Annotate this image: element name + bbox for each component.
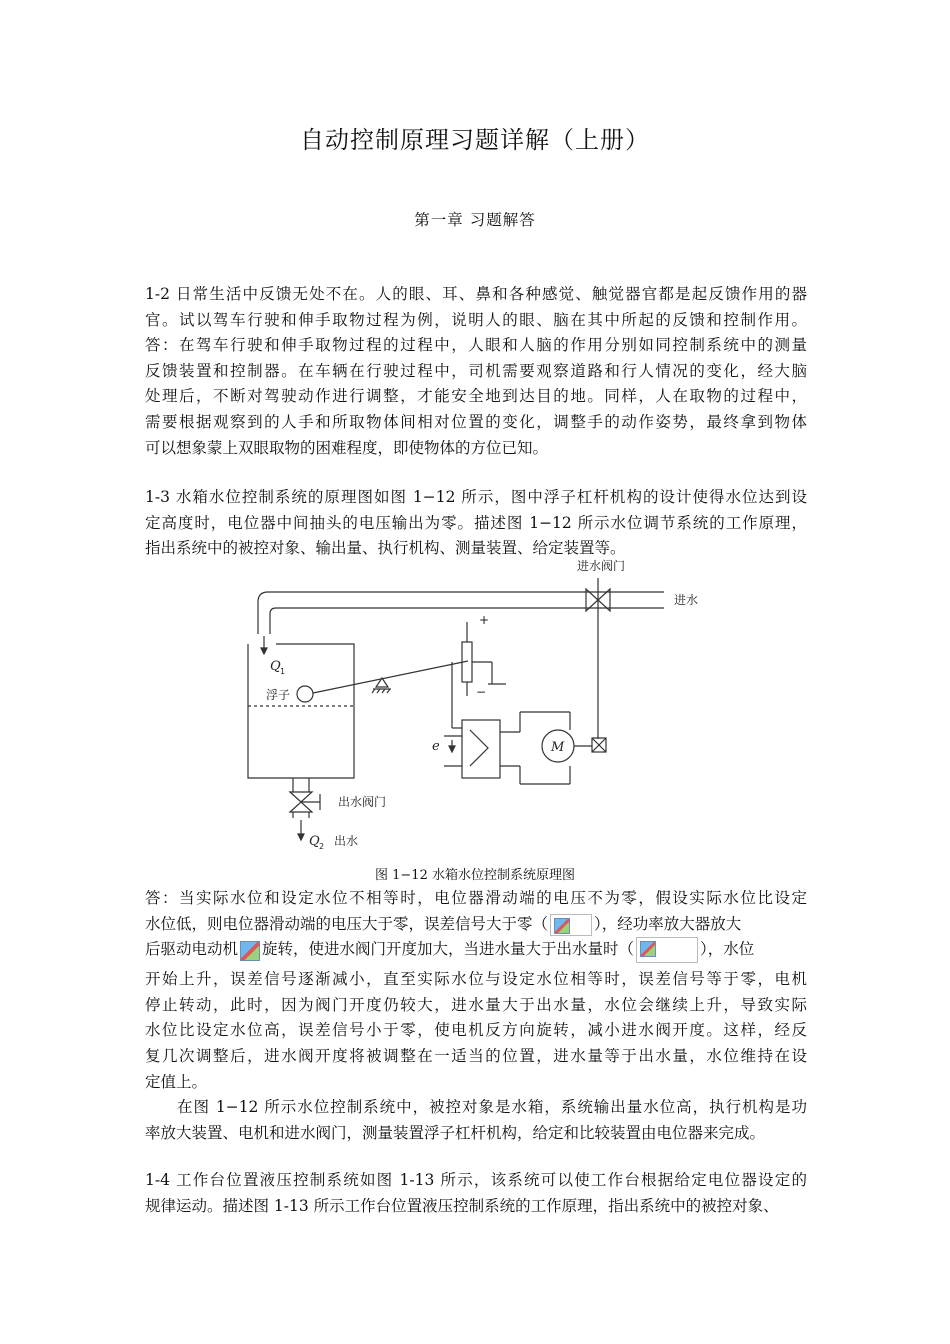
amplifier-box bbox=[462, 720, 500, 778]
q2-subscript: 2 bbox=[319, 842, 325, 851]
text-line: 可以想象蒙上双眼取物的困难程度，即使物体的方位已知。 bbox=[145, 438, 549, 457]
text-line: 反馈装置和控制器。在车辆在行驶过程中，司机需要观察道路和行人情况的变化，经大脑 bbox=[145, 361, 807, 380]
float-ball bbox=[297, 686, 313, 702]
q2-label: Q bbox=[309, 834, 320, 849]
outflow-label: 出水 bbox=[334, 834, 359, 848]
text-line: 1-2 日常生活中反馈无处不在。人的眼、耳、鼻和各种感觉、触觉器官都是起反馈作用的器 bbox=[145, 285, 807, 303]
q1-subscript: 1 bbox=[280, 667, 286, 676]
text-segment: 后驱动电动机 bbox=[145, 940, 239, 959]
text-segment: ），经功率放大器放大 bbox=[594, 914, 742, 933]
text-line: 1-3 水箱水位控制系统的原理图如图 1−12 所示，图中浮子杠杆机构的设计使得水位达到设 bbox=[145, 488, 807, 506]
text-line: 官。试以驾车行驶和伸手取物过程为例，说明人的眼、脑在其中所起的反馈和控制作用。 bbox=[145, 310, 807, 329]
q1-label: Q bbox=[270, 659, 281, 674]
text-line: 停止转动，此时，因为阀门开度仍较大，进水量大于出水量，水位会继续上升，导致实际 bbox=[145, 995, 807, 1014]
text-line: 1-4 工作台位置液压控制系统如图 1-13 所示，该系统可以使工作台根据给定电位器设定的 bbox=[145, 1171, 807, 1189]
water-tank-schematic bbox=[230, 556, 730, 856]
inlet-valve-label: 进水阀门 bbox=[577, 559, 626, 573]
text-line: 规律运动。描述图 1-13 所示工作台位置液压控制系统的工作原理，指出系统中的被控对象、 bbox=[145, 1196, 779, 1215]
text-line: 定值上。 bbox=[145, 1072, 208, 1091]
text-line: 指出系统中的被控对象、输出量、执行机构、测量装置、给定装置等。 bbox=[145, 539, 626, 558]
text-segment: 水位低，则电位器滑动端的电压大于零，误差信号大于零（ bbox=[145, 914, 549, 933]
broken-image-icon bbox=[636, 937, 698, 963]
figure-1-12-diagram bbox=[230, 556, 730, 856]
document-title: 自动控制原理习题详解（上册） bbox=[300, 126, 650, 154]
text-segment: ），水位 bbox=[700, 940, 755, 959]
text-line: 需要根据观察到的人手和所取物体间相对位置的变化，调整手的动作姿势，最终拿到物体 bbox=[145, 412, 807, 431]
inflow-label: 进水 bbox=[674, 593, 699, 607]
minus-label: − bbox=[476, 685, 487, 699]
text-line bbox=[145, 912, 807, 938]
question-1-3 bbox=[145, 485, 807, 562]
text-segment: 旋转，使进水阀门开度加大，当进水量大于出水量时（ bbox=[262, 940, 635, 959]
broken-image-icon bbox=[550, 914, 592, 936]
text-line: 在图 1−12 所示水位控制系统中，被控对象是水箱，系统输出量水位高，执行机构是功 bbox=[177, 1098, 807, 1117]
float-lever bbox=[313, 661, 468, 693]
motor-label: M bbox=[551, 740, 565, 755]
text-line: 复几次调整后，进水阀开度将被调整在一适当的位置，进水量等于出水量，水位维持在设 bbox=[145, 1046, 807, 1065]
text-line bbox=[145, 937, 807, 967]
chapter-heading: 第一章 习题解答 bbox=[414, 211, 536, 229]
text-line: 处理后，不断对驾驶动作进行调整，才能安全地到达目的地。同样，人在取物的过程中， bbox=[145, 387, 807, 406]
text-line: 答：当实际水位和设定水位不相等时，电位器滑动端的电压不为零，假设实际水位比设定 bbox=[145, 889, 807, 907]
text-line: 水位比设定水位高，误差信号小于零，使电机反方向旋转，减小进水阀开度。这样，经反 bbox=[145, 1021, 807, 1040]
text-line: 率放大装置、电机和进水阀门，测量装置浮子杠杆机构，给定和比较装置由电位器来完成。 bbox=[145, 1123, 766, 1142]
text-line: 开始上升，误差信号逐渐减小，直至实际水位与设定水位相等时，误差信号等于零，电机 bbox=[145, 970, 807, 989]
plus-label: + bbox=[479, 613, 490, 627]
error-label: e bbox=[432, 739, 440, 754]
figure-caption: 图 1−12 水箱水位控制系统原理图 bbox=[375, 868, 575, 883]
text-line: 答：在驾车行驶和伸手取物过程的过程中，人眼和人脑的作用分别如同控制系统中的测量 bbox=[145, 336, 807, 355]
question-1-4 bbox=[145, 1168, 807, 1219]
question-1-2 bbox=[145, 282, 807, 461]
float-label: 浮子 bbox=[266, 688, 291, 702]
text-line: 定高度时，电位器中间抽头的电压输出为零。描述图 1−12 所示水位调节系统的工作原理， bbox=[145, 513, 807, 532]
tank-wall bbox=[248, 644, 354, 778]
inlet-pipe-outer bbox=[258, 592, 664, 634]
broken-image-icon bbox=[240, 939, 260, 961]
outlet-valve-label: 出水阀门 bbox=[338, 795, 387, 809]
answer-1-3 bbox=[145, 886, 807, 1146]
